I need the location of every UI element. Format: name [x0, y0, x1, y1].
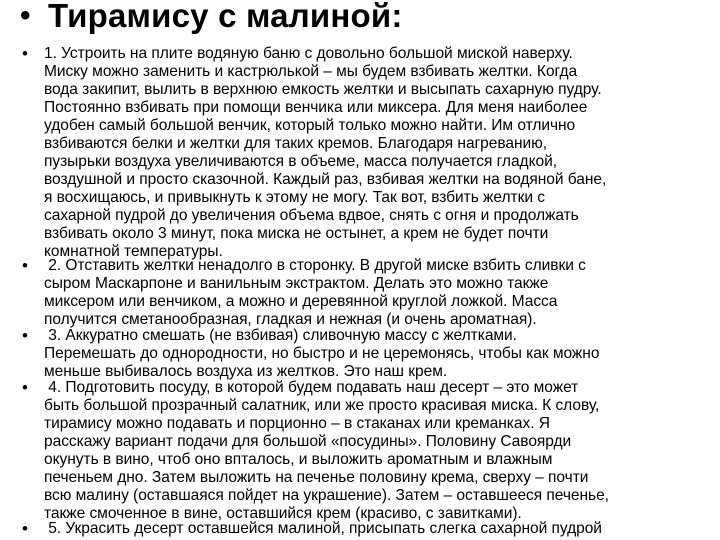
- paragraph-line: 4. Подготовить посуду, в которой будем подавать наш десерт – это может: [44, 379, 579, 396]
- paragraph-line: Перемешать до однородности, но быстро и не церемонясь, чтобы как можно: [44, 345, 600, 362]
- paragraph-line: Постоянно взбивать при помощи венчика или миксера. Для меня наиболее: [44, 99, 588, 116]
- paragraph-text: [44, 327, 716, 381]
- paragraph-line: всю малину (оставшаяся пойдет на украшение). Затем – оставшееся печенье,: [44, 487, 609, 504]
- title-bullet: •: [20, 0, 31, 32]
- paragraph-line: сахарной пудрой до увеличения объема вдвое, снять с огня и продолжать: [44, 207, 579, 224]
- paragraph-line: 3. Аккуратно смешать (не взбивая) сливочную массу с желтками.: [44, 327, 517, 344]
- paragraph-line: печеньем дно. Затем выложить на печенье половину крема, сверху – почти: [44, 469, 589, 486]
- paragraph-line: я восхищаюсь, и привыкнуть к этому не могу. Так вот, взбить желтки с: [44, 189, 545, 206]
- paragraph-line: 1. Устроить на плите водяную баню с довольно большой миской наверху.: [44, 45, 573, 62]
- paragraph-line: расскажу вариант подачи для большой «посудины». Половину Савоярди: [44, 433, 572, 450]
- paragraph-line: удобен самый большой венчик, который только можно найти. Им отлично: [44, 117, 576, 134]
- paragraph-line: получится сметанообразная, гладкая и нежная (и очень ароматная).: [44, 311, 537, 328]
- paragraph-line: пузырьки воздуха увеличиваются в объеме, масса получается гладкой,: [44, 153, 558, 170]
- paragraph-text: [44, 520, 716, 538]
- paragraph-line: окунуть в вино, чтоб оно впталось, и выложить ароматным и влажным: [44, 451, 553, 468]
- paragraph-line: воздушной и просто сказочной. Каждый раз, взбивая желтки на водяной бане,: [44, 171, 607, 188]
- paragraph-line: миксером или венчиком, а можно и деревянной круглой ложкой. Масса: [44, 293, 558, 310]
- bullet-marker: •: [22, 326, 28, 345]
- paragraph-line: 5. Украсить десерт оставшейся малиной, присыпать слегка сахарной пудрой: [44, 520, 602, 537]
- title-text: Тирамису с малиной:: [48, 0, 403, 34]
- paragraph-line: также смоченное в вине, оставшийся крем (красиво, с завитками).: [44, 505, 522, 522]
- paragraph-text: [44, 379, 716, 523]
- paragraph-line: взбиваются белки и желтки для таких кремов. Благодаря нагреванию,: [44, 135, 548, 152]
- slide-title: [20, 0, 403, 38]
- paragraph-line: комнатной температуры.: [44, 243, 223, 260]
- bullet-marker: •: [22, 519, 28, 538]
- paragraph-line: сыром Маскарпоне и ванильным экстрактом. Делать это можно также: [44, 275, 549, 292]
- paragraph-line: меньше выбивалось воздуха из желтков. Это наш крем.: [44, 363, 448, 380]
- bullet-marker: •: [22, 256, 28, 275]
- paragraph-line: 2. Отставить желтки ненадолго в сторонку. В другой миске взбить сливки с: [44, 257, 586, 274]
- paragraph-line: вода закипит, вылить в верхнюю емкость желтки и высыпать сахарную пудру.: [44, 81, 602, 98]
- paragraph-line: быть большой прозрачный салатник, или же просто красивая миска. К слову,: [44, 397, 600, 414]
- paragraph-line: тирамису можно подавать и порционно – в стаканах или креманках. Я: [44, 415, 550, 432]
- paragraph-line: взбивать около 3 минут, пока миска не остынет, а крем не будет почти: [44, 225, 549, 242]
- paragraph-text: [44, 45, 716, 261]
- paragraph-line: Миску можно заменить и кастрюлькой – мы будем взбивать желтки. Когда: [44, 63, 578, 80]
- bullet-marker: •: [22, 44, 28, 63]
- paragraph-text: [44, 257, 716, 329]
- bullet-marker: •: [22, 378, 28, 397]
